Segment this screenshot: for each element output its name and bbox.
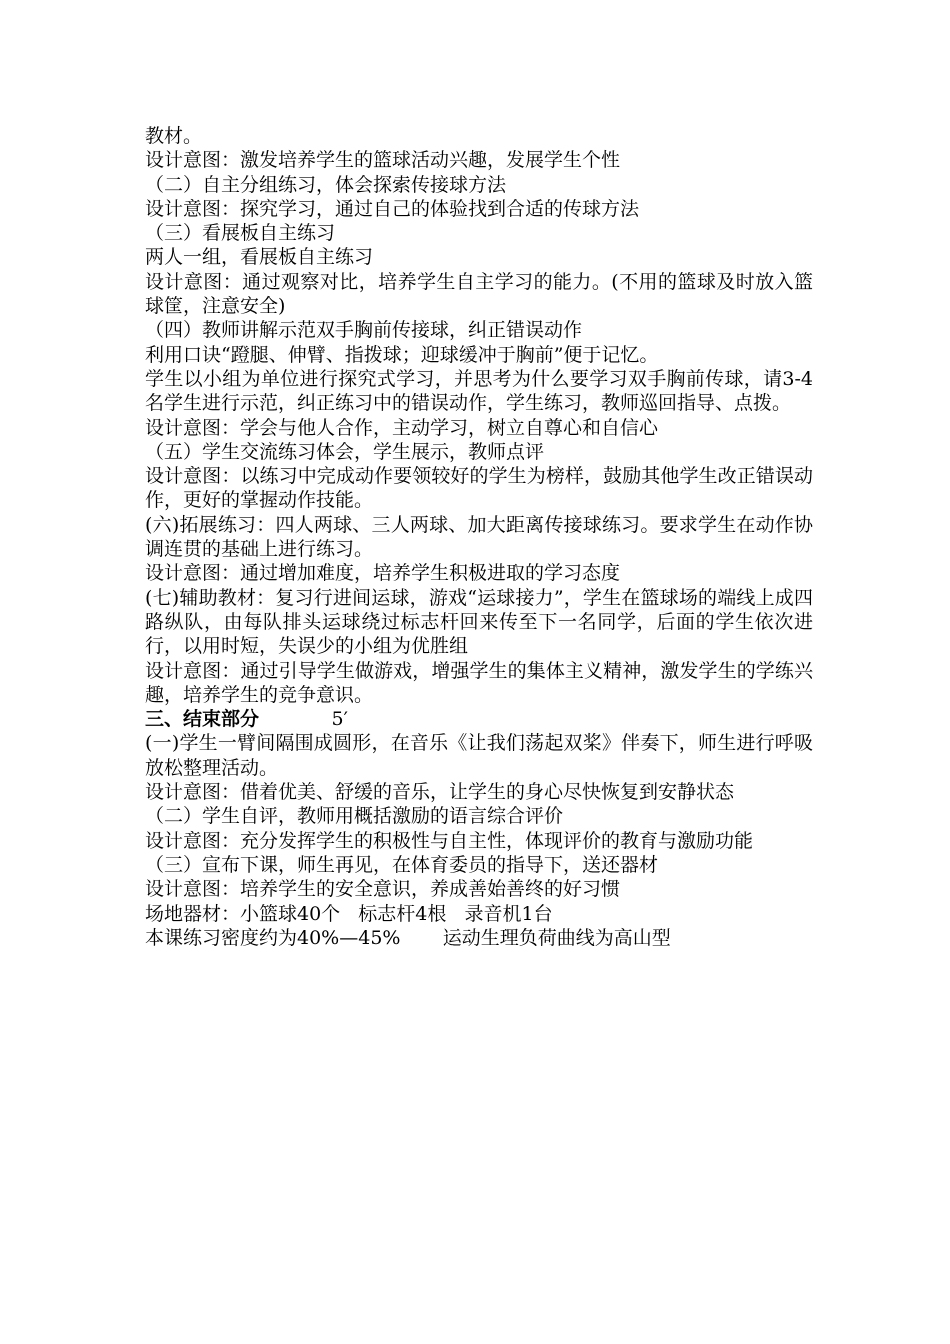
paragraph-6: 两人一组，看展板自主练习 (145, 246, 374, 269)
paragraph-10: 学生以小组为单位进行探究式学习，并思考为什么要学习双手胸前传球，请3-4名学生进行示范，纠正练习中的错误动作，学生练习，教师巡回指导、点拨。 (145, 367, 813, 415)
paragraph-12: （五）学生交流练习体会，学生展示，教师点评 (145, 440, 545, 463)
section-heading (145, 707, 813, 731)
paragraph-11: 设计意图：学会与他人合作，主动学习，树立自尊心和自信心 (145, 416, 659, 439)
paragraph-5: （三）看展板自主练习 (145, 222, 336, 245)
section-spacer (259, 708, 331, 730)
document-page (145, 124, 813, 950)
density-line: 本课练习密度约为40%—45% 运动生理负荷曲线为高山型 (145, 926, 671, 949)
paragraph-18: (一)学生一臂间隔围成圆形，在音乐《让我们荡起双桨》伴奏下，师生进行呼吸放松整理活动。 (145, 732, 813, 779)
paragraph-7: 设计意图：通过观察对比，培养学生自主学习的能力。(不用的篮球及时放入篮球筐，注意安全) (145, 270, 813, 318)
paragraph-8: （四）教师讲解示范双手胸前传接球，纠正错误动作 (145, 319, 583, 342)
paragraph-17: 设计意图：通过引导学生做游戏，增强学生的集体主义精神，激发学生的学练兴趣，培养学生的竞争意识。 (145, 659, 813, 706)
paragraph-22: （三）宣布下课，师生再见，在体育委员的指导下，送还器材 (145, 853, 659, 876)
paragraph-15: 设计意图：通过增加难度，培养学生积极进取的学习态度 (145, 562, 621, 585)
paragraph-20: （二）学生自评，教师用概括激励的语言综合评价 (145, 805, 564, 828)
paragraph-3: （二）自主分组练习，体会探索传接球方法 (145, 173, 507, 196)
paragraph-14: (六)拓展练习：四人两球、三人两球、加大距离传接球练习。要求学生在动作协调连贯的基础上进行练习。 (145, 513, 813, 561)
paragraph-2: 设计意图：激发培养学生的篮球活动兴趣，发展学生个性 (145, 149, 621, 172)
section-title: 三、结束部分 (145, 708, 260, 731)
section-time: 5′ (331, 708, 348, 731)
paragraph-4: 设计意图：探究学习，通过自己的体验找到合适的传球方法 (145, 197, 640, 220)
equipment-line: 场地器材：小篮球40个 标志杆4根 录音机1台 (145, 902, 553, 925)
paragraph-23: 设计意图：培养学生的安全意识，养成善始善终的好习惯 (145, 878, 621, 901)
paragraph-13: 设计意图：以练习中完成动作要领较好的学生为榜样，鼓励其他学生改正错误动作，更好的掌握动作技能。 (145, 465, 813, 512)
paragraph-19: 设计意图：借着优美、舒缓的音乐，让学生的身心尽快恢复到安静状态 (145, 781, 735, 804)
paragraph-1: 教材。 (145, 125, 203, 147)
paragraph-21: 设计意图：充分发挥学生的积极性与自主性，体现评价的教育与激励功能 (145, 829, 754, 852)
paragraph-9: 利用口诀“蹬腿、伸臂、指拨球；迎球缓冲于胸前”便于记忆。 (145, 343, 659, 366)
paragraph-16: (七)辅助教材：复习行进间运球，游戏“运球接力”，学生在篮球场的端线上成四路纵队，由每队排头运球绕过标志杆回来传至下一名同学，后面的学生依次进行，以用时短，失误少的小组为优胜组 (145, 586, 813, 658)
